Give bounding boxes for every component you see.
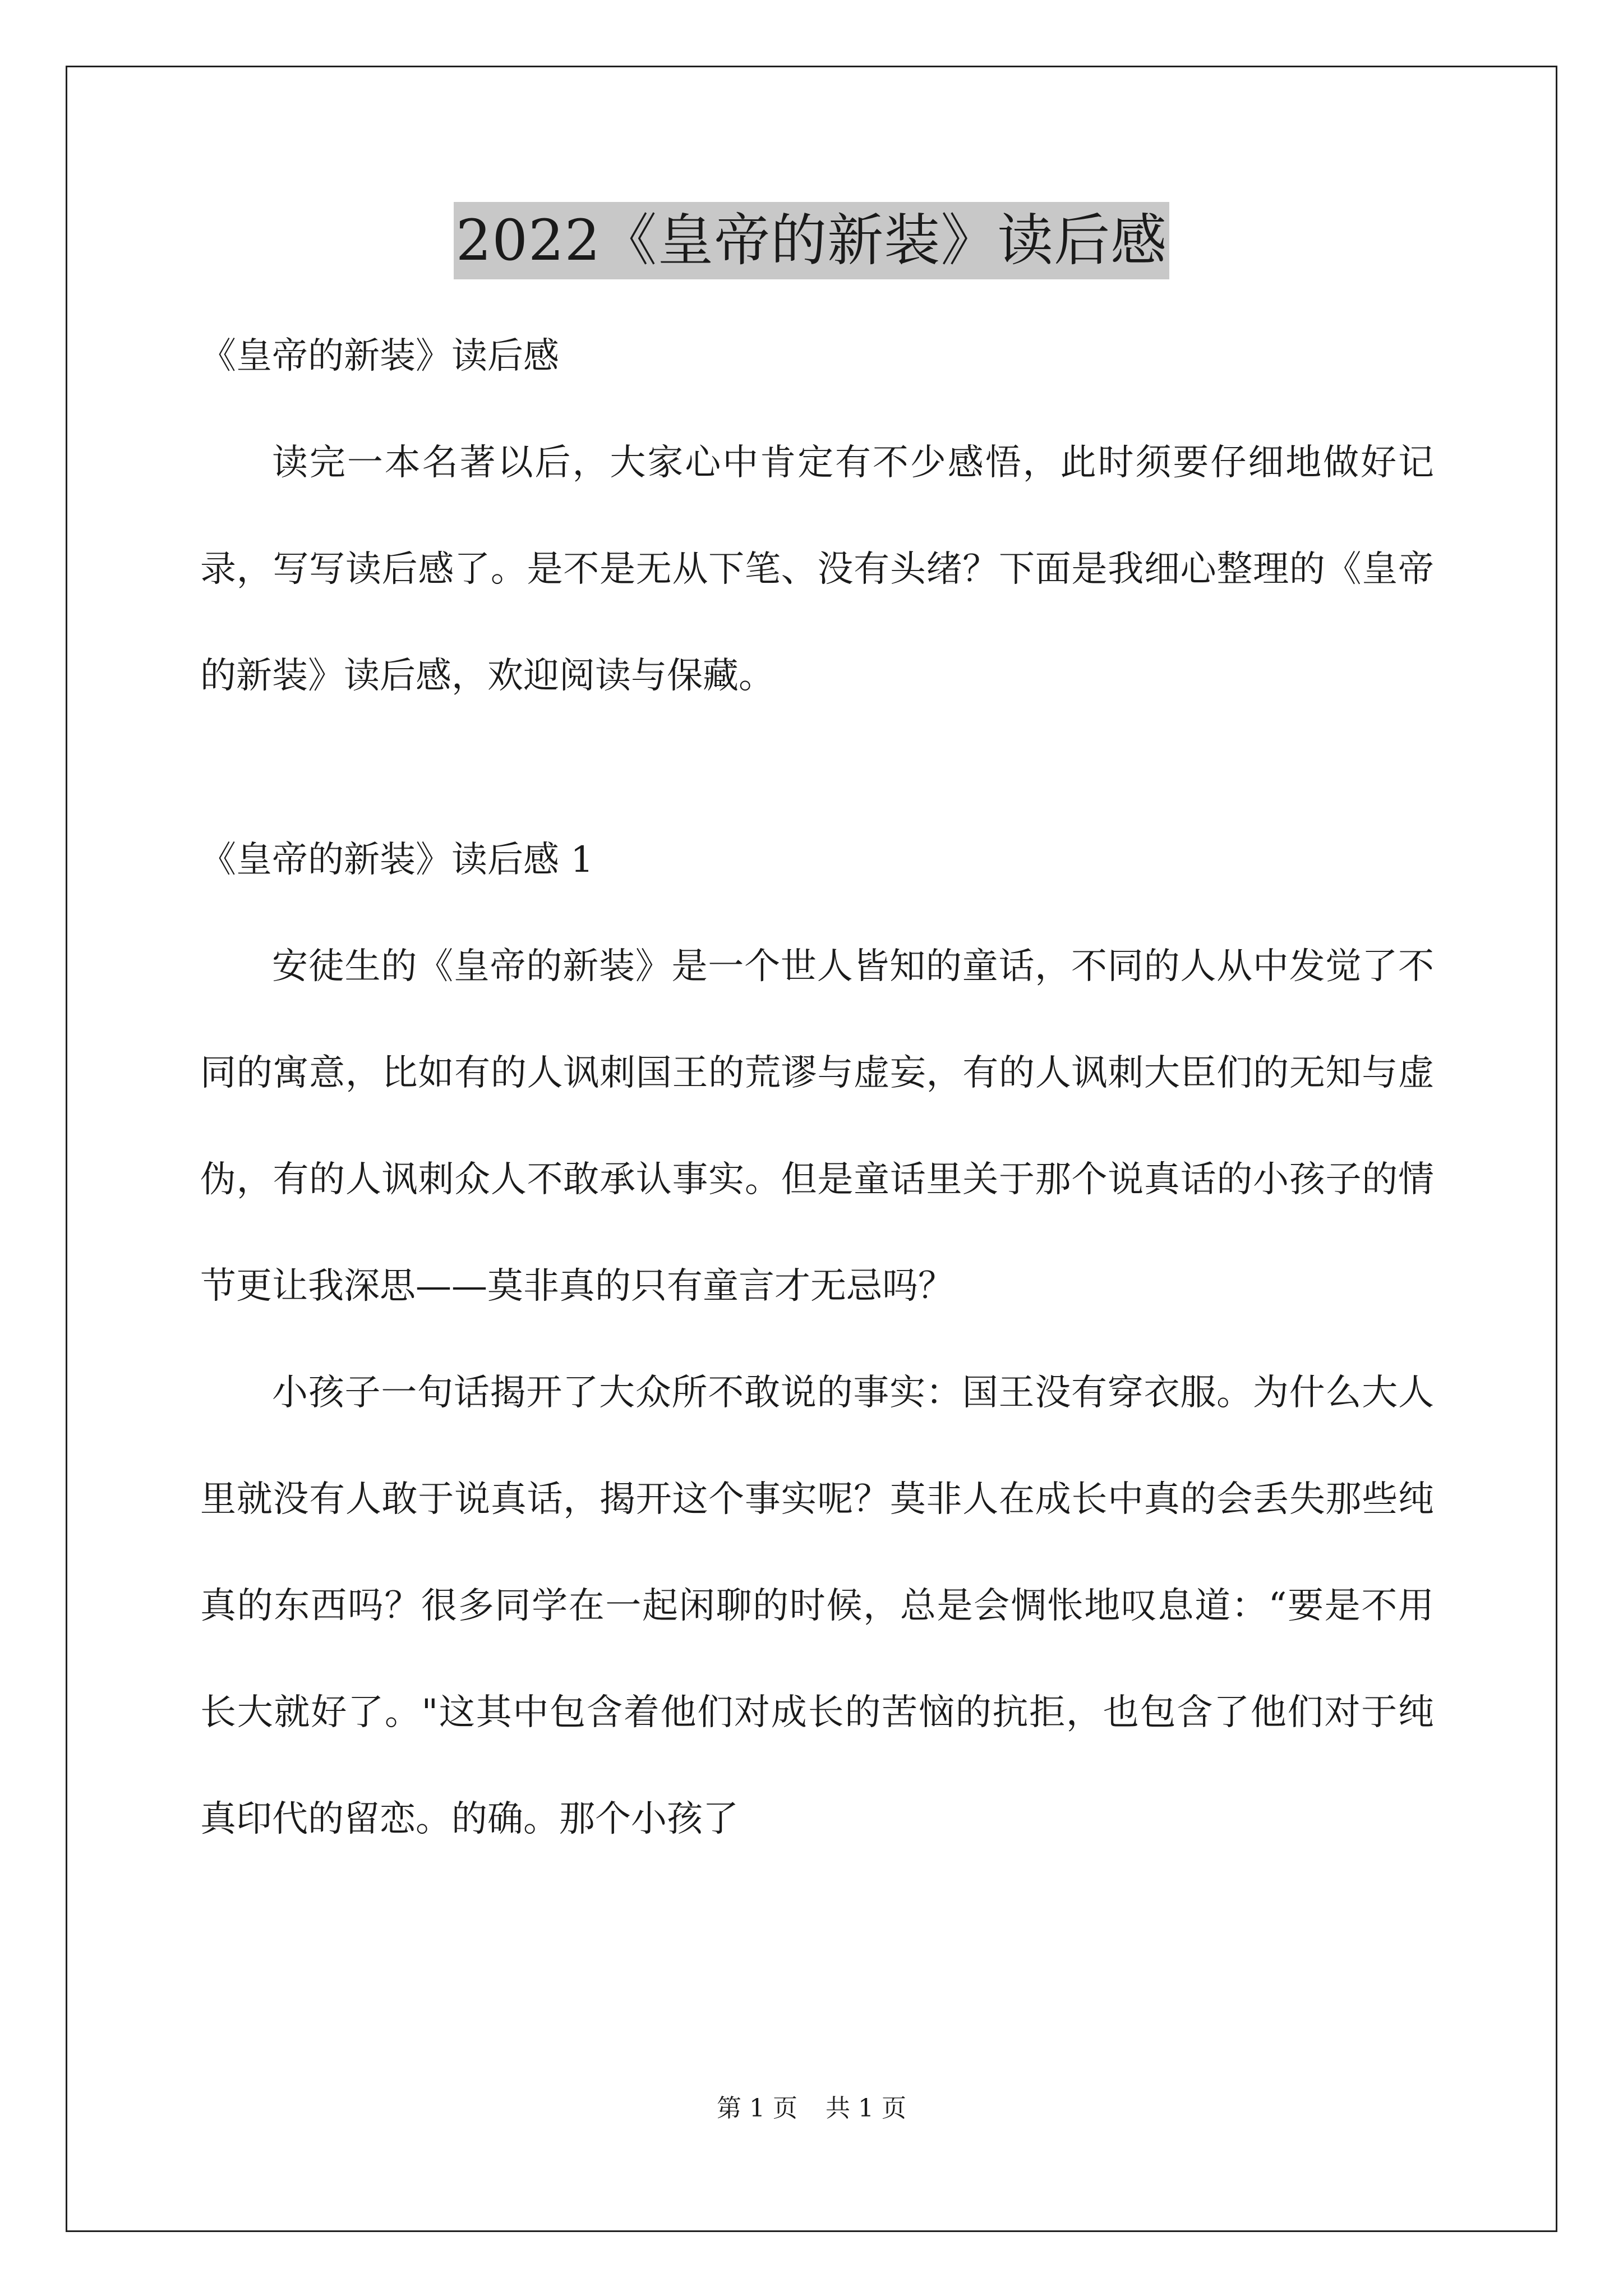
page-number: 第 1 页 [717,2094,797,2123]
title-container [0,202,1623,279]
page-footer [0,2092,1623,2125]
page-total: 共 1 页 [826,2094,906,2123]
document-body [200,303,1434,1872]
section-heading: 《皇帝的新装》读后感 [200,335,559,377]
intro-paragraph: 读完一本名著以后，大家心中肯定有不少感悟，此时须要仔细地做好记录，写写读后感了。是不是无从下笔、没有头绪？下面是我细心整理的《皇帝的新装》读后感，欢迎阅读与保藏。 [200,442,1434,697]
subheading-essay-1: 《皇帝的新装》读后感 1 [200,839,594,881]
document-title: 2022《皇帝的新装》读后感 [454,202,1170,279]
essay-paragraph-1: 安徒生的《皇帝的新装》是一个世人皆知的童话，不同的人从中发觉了不同的寓意，比如有的人讽刺国王的荒谬与虚妄，有的人讽刺大臣们的无知与虚伪，有的人讽刺众人不敢承认事实。但是童话里关于那个说真话的小孩子的情节更让我深思——莫非真的只有童言才无忌吗？ [200,946,1434,1307]
essay-paragraph-2: 小孩子一句话揭开了大众所不敢说的事实：国王没有穿衣服。为什么大人里就没有人敢于说真话，揭开这个事实呢？莫非人在成长中真的会丢失那些纯真的东西吗？很多同学在一起闲聊的时候，总是会惆怅地叹息道：“要是不用长大就好了。"这其中包含着他们对成长的苦恼的抗拒，也包含了他们对于纯真印代的留恋。的确。那个小孩了 [200,1372,1434,1840]
